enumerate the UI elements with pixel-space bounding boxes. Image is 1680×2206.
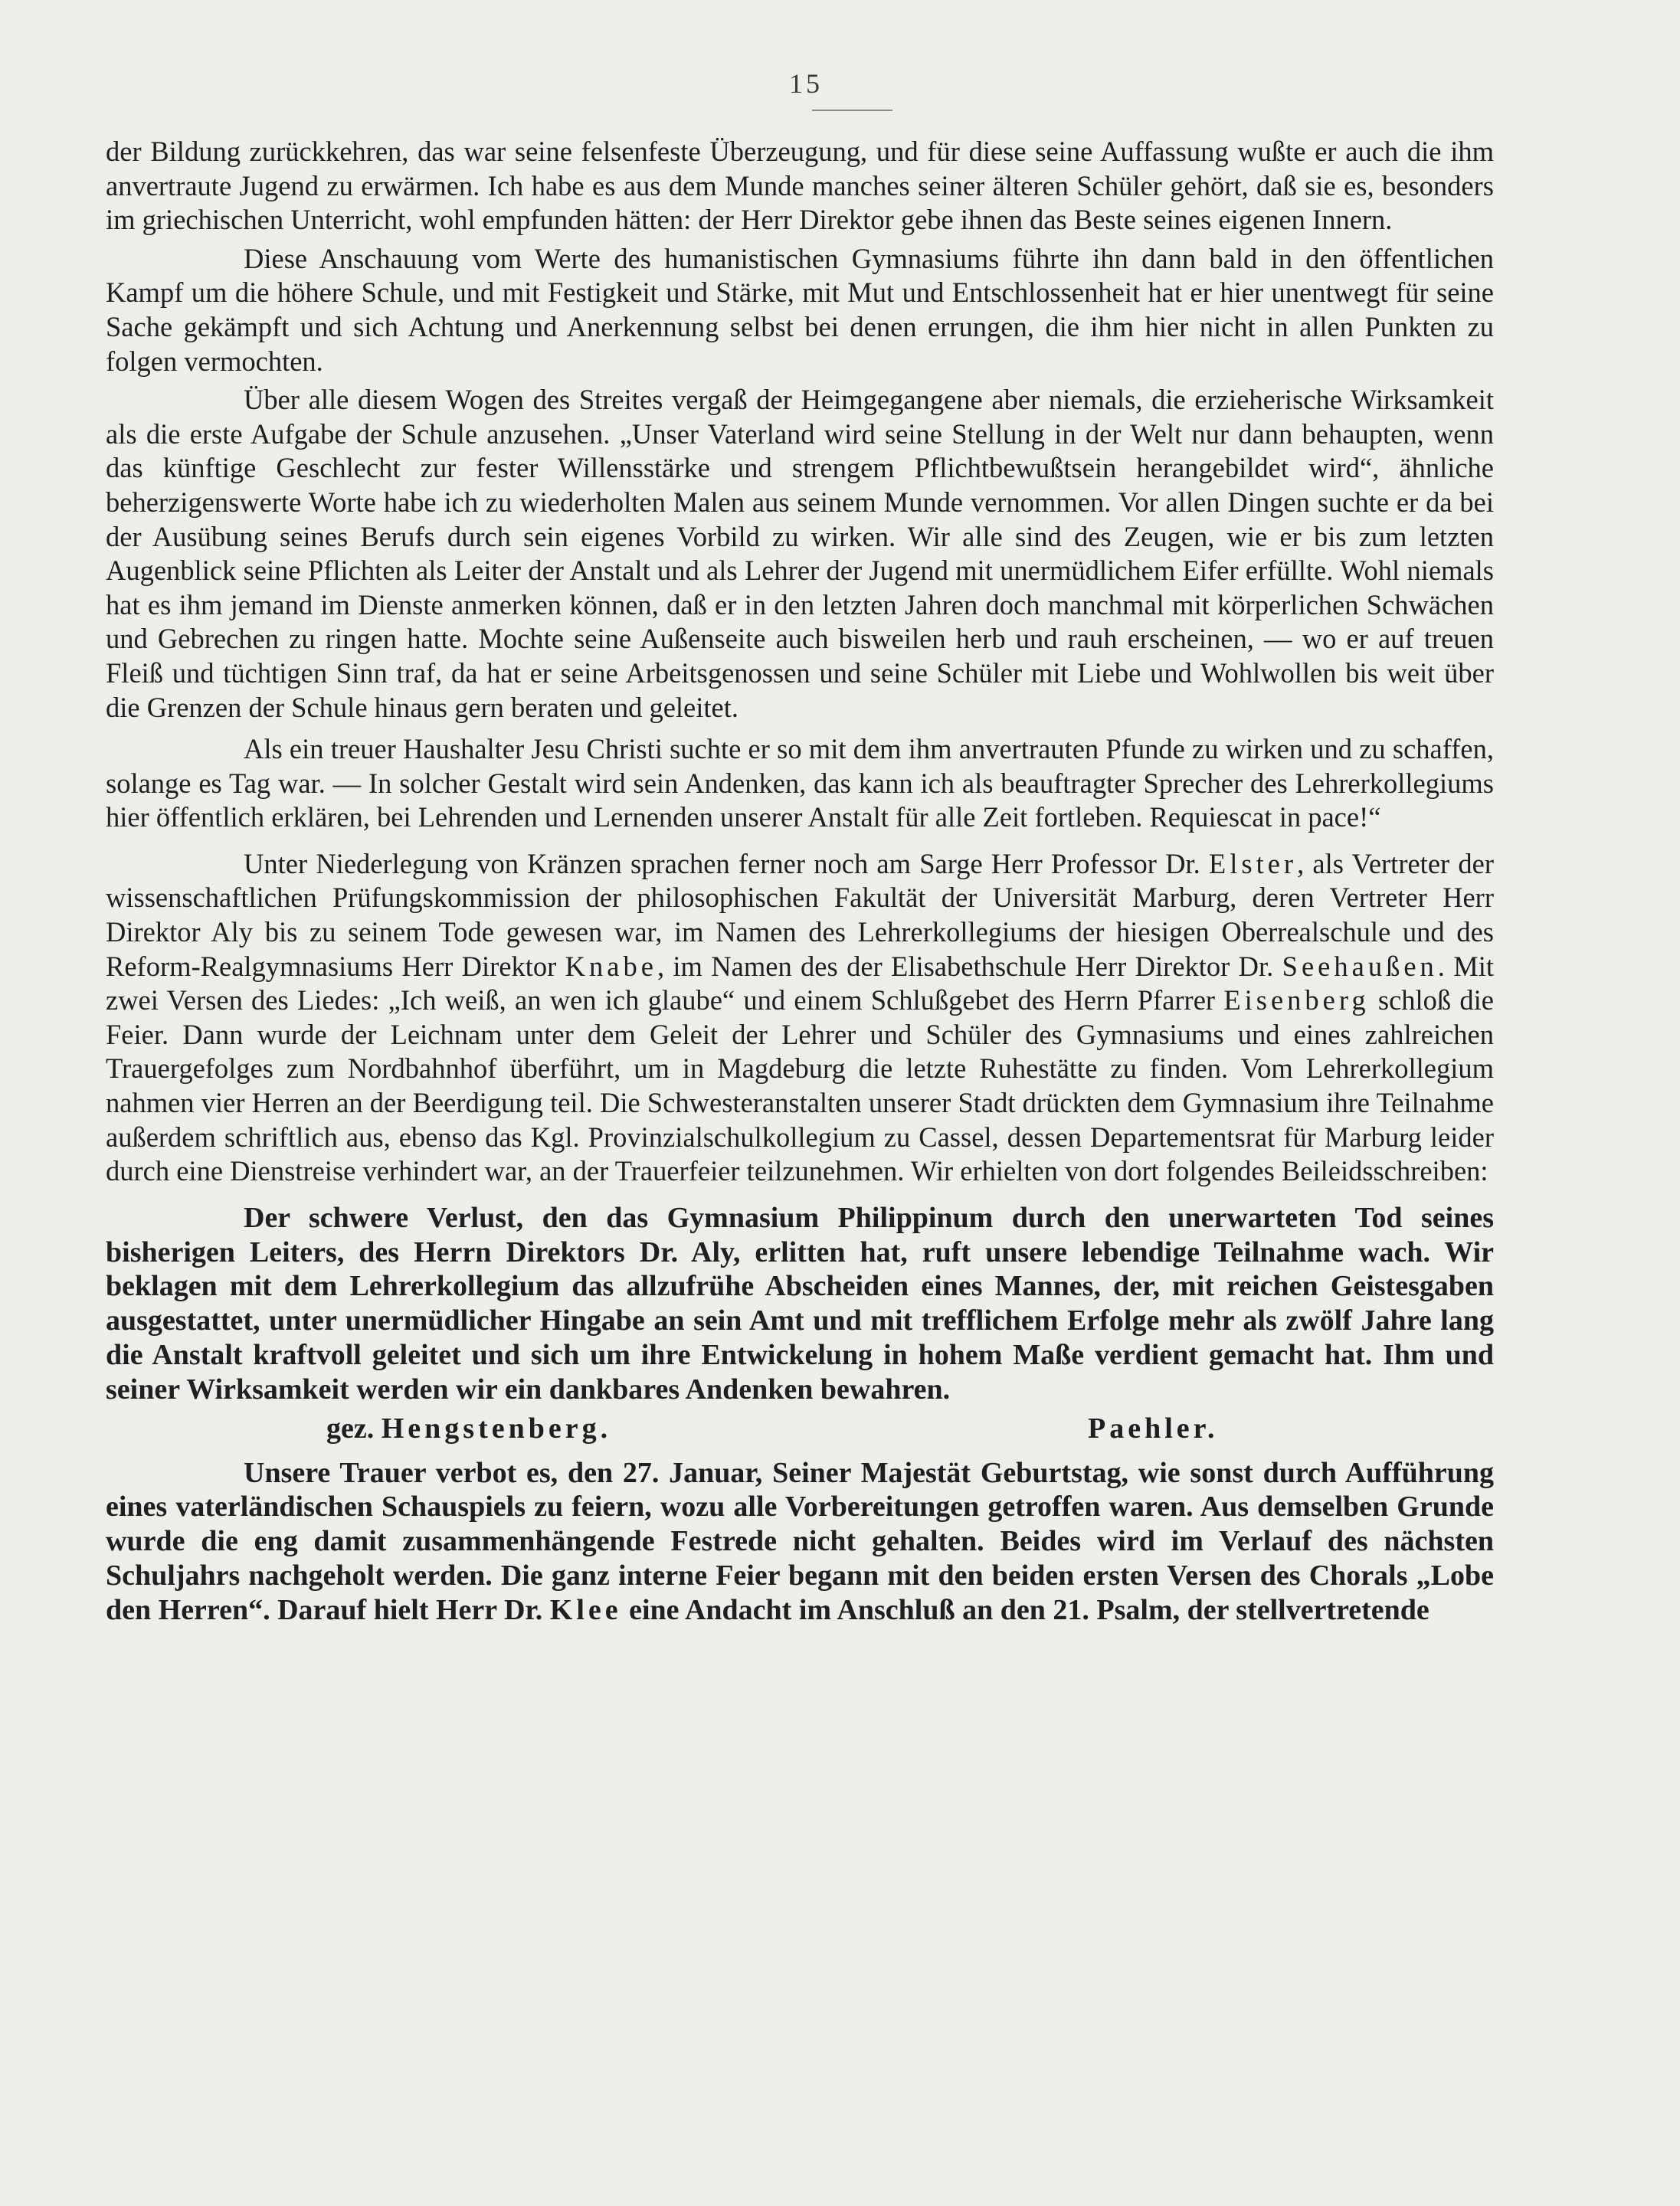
paragraph-5-text-a: Unter Niederlegung von Kränzen sprachen ferner noch am Sarge Herr Professor Dr. xyxy=(244,847,1200,879)
paragraph-5-text-c: , im Namen des der Elisabethschule Herr Direktor Dr. xyxy=(657,950,1274,982)
paragraph-5-text-b: , als Vertreter der wissenschaftlichen Prüfungskommission der philosophischen Fakultät der Universität Marburg, deren Vertreter Herr Direktor Aly bis zu seinem Tode gewesen war, im Namen des Lehrerkollegiums der hiesigen Oberrealschule und des Reform-Realgymnasiums Herr Direktor xyxy=(106,847,1494,982)
body-text xyxy=(106,135,1494,1628)
signature-left xyxy=(326,1412,611,1445)
name-eisenberg: Eisenberg xyxy=(1223,984,1370,1016)
signature-name-left: Hengstenberg. xyxy=(381,1412,612,1445)
signature-name-right: Paehler. xyxy=(1088,1412,1219,1445)
paragraph-7-text-a: Unsere Trauer verbot es, den 27. Januar, Seiner Majestät Geburtstag, wie sonst durch Aufführung eines vaterländischen Schauspiels zu feiern, wozu alle Vorbereitungen getroffen waren. Aus demselben Grunde wurde die eng damit zusammenhängende Festrede nicht gehalten. Beides wird im Verlauf des nächsten Schuljahrs nachgeholt werden. Die ganz interne Feier begann mit den beiden ersten Versen des Chorals „Lobe den Herren“. Darauf hielt Herr Dr. xyxy=(106,1456,1494,1626)
name-elster: Elster xyxy=(1208,847,1298,879)
paragraph-3: Über alle diesem Wogen des Streites vergaß der Heimgegangene aber niemals, die erzieherische Wirksamkeit als die erste Aufgabe der Schule anzusehen. „Unser Vaterland wird seine Stellung in der Welt nur dann behaupten, wenn das künftige Geschlecht zur fester Willensstärke und strengem Pflichtbewußtsein herangebildet wird“, ähnliche beherzigenswerte Worte habe ich zu wiederholten Malen aus seinem Munde vernommen. Vor allen Dingen suchte er da bei der Ausübung seines Berufs durch sein eigenes Vorbild zu wirken. Wir alle sind des Zeugen, wie er bis zum letzten Augenblick seine Pflichten als Leiter der Anstalt und als Lehrer der Jugend mit unermüdlichem Eifer erfüllte. Wohl niemals hat es ihm jemand im Dienste anmerken können, daß er in den letzten Jahren doch manchmal mit körperlichen Schwächen und Gebrechen zu ringen hatte. Mochte seine Außenseite auch bisweilen herb und rauh erscheinen, — wo er auf treuen Fleiß und tüchtigen Sinn traf, da hat er seine Arbeitsgenossen und seine Schüler mit Liebe und Wohlwollen bis weit über die Grenzen der Schule hinaus gern beraten und geleitet. xyxy=(106,384,1494,723)
name-knabe: Knabe xyxy=(565,950,657,982)
signature-line xyxy=(106,1412,1494,1448)
paragraph-4: Als ein treuer Haushalter Jesu Christi suchte er so mit dem ihm anvertrauten Pfunde zu wirken und zu schaffen, solange es Tag war. — In solcher Gestalt wird sein Andenken, das kann ich als beauftragter Sprecher des Lehrerkollegiums hier öffentlich erklären, bei Lehrenden und Lernenden unserer Anstalt für alle Zeit fortleben. Requiescat in pace!“ xyxy=(106,733,1494,833)
paragraph-5 xyxy=(106,847,1494,1189)
name-seehaussen: Seehaußen xyxy=(1282,950,1438,982)
paragraph-5-text-e: schloß die Feier. Dann wurde der Leichnam unter dem Geleit der Lehrer und Schüler des Gymnasiums und eines zahlreichen Trauergefolges zum Nordbahnhof überführt, um in Magdeburg die letzte Ruhestätte zu finden. Vom Lehrerkollegium nahmen vier Herren an der Beerdigung teil. Die Schwesteranstalten unserer Stadt drückten dem Gymnasium ihre Teilnahme außerdem schriftlich aus, ebenso das Kgl. Provinzialschulkollegium zu Cassel, dessen Departementsrat für Marburg leider durch eine Dienstreise verhindert war, an der Trauerfeier teilzunehmen. Wir erhielten von dort folgendes Beileidsschreiben: xyxy=(106,984,1494,1187)
signature-prefix: gez. xyxy=(326,1412,375,1445)
paragraph-7-text-b: eine Andacht im Anschluß an den 21. Psalm, der stellvertretende xyxy=(629,1593,1429,1626)
paragraph-2: Diese Anschauung vom Werte des humanistischen Gymnasiums führte ihn dann bald in den öffentlichen Kampf um die höhere Schule, und mit Festigkeit und Stärke, mit Mut und Entschlossenheit hat er hier unentwegt für seine Sache gekämpft und sich Achtung und Anerkennung selbst bei denen errungen, die ihm hier nicht in allen Punkten zu folgen vermochten. xyxy=(106,242,1494,377)
paragraph-5-text-d: . Mit zwei Versen des Liedes: „Ich weiß, an wen ich glaube“ und einem Schlußgebet des Herrn Pfarrer xyxy=(106,950,1494,1016)
condolence-letter: Der schwere Verlust, den das Gymnasium Philippinum durch den unerwarteten Tod seines bisherigen Leiters, des Herrn Direktors Dr. Aly, erlitten hat, ruft unsere lebendige Teilnahme wach. Wir beklagen mit dem Lehrerkollegium das allzufrühe Abscheiden eines Mannes, der, mit reichen Geistesgaben ausgestattet, unter unermüdlicher Hingabe an sein Amt und mit trefflichem Erfolge mehr als zwölf Jahre lang die Anstalt kraftvoll geleitet und sich um ihre Entwickelung in hohem Maße verdient gemacht hat. Ihm und seiner Wirksamkeit werden wir ein dankbares Andenken bewahren. xyxy=(106,1201,1494,1406)
paragraph-7 xyxy=(106,1456,1494,1628)
header-rule xyxy=(812,110,892,111)
name-klee: Klee xyxy=(549,1593,622,1626)
page-number: 15 xyxy=(789,68,823,99)
paragraph-1: der Bildung zurückkehren, das war seine felsenfeste Überzeugung, und für diese seine Auffassung wußte er auch die ihm anvertraute Jugend zu erwärmen. Ich habe es aus dem Munde manches seiner älteren Schüler gehört, daß sie es, besonders im griechischen Unterricht, wohl empfunden hätten: der Herr Direktor gebe ihnen das Beste seines eigenen Innern. xyxy=(106,136,1494,236)
